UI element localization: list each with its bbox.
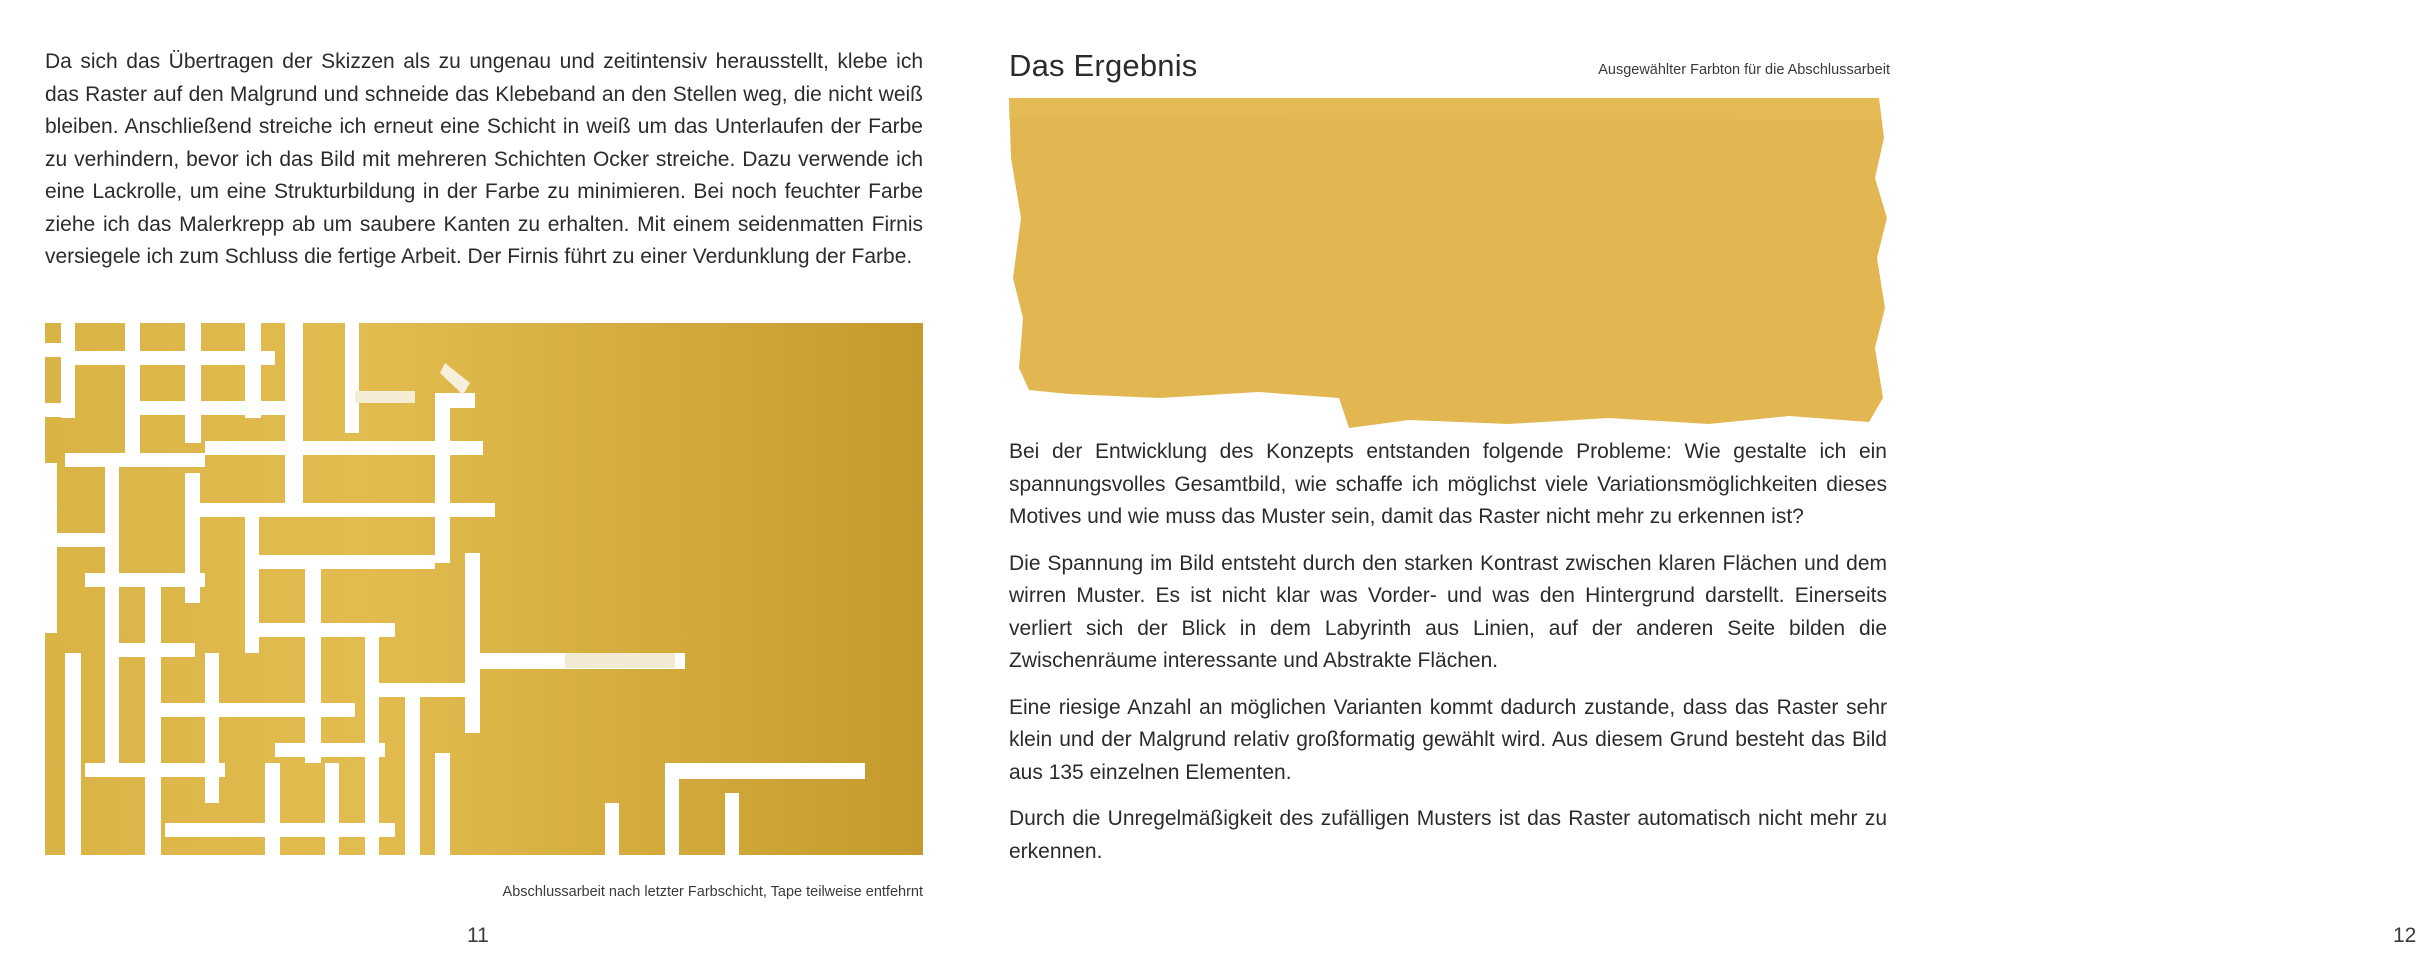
left-body-paragraph: Da sich das Übertragen der Skizzen als zu ungenau und zeitintensiv herausstellt, klebe ich das Raster auf den Malgrund und schneide das Klebeband an den Stellen weg, die nicht weiß bleiben. Anschließend streiche ich erneut eine Schicht in weiß um das Unterlaufen der Farbe zu verhindern, bevor ich das Bild mit mehreren Schichten Ocker streiche. Dazu verwende ich eine Lackrolle, um eine Strukturbildung in der Farbe zu minimieren. Bei noch feuchter Farbe ziehe ich das Malerkrepp ab um saubere Kanten zu erhalten. Mit einem seidenmatten Firnis versiegele ich zum Schluss die fertige Arbeit. Der Firnis führt zu einer Verdunklung der Farbe. xyxy=(45,50,923,268)
paragraph-1: Bei der Entwicklung des Konzepts entstanden folgende Probleme: Wie gestalte ich ein spannungsvolles Gesamtbild, wie schaffe ich möglichst viele Variationsmöglichkeiten dieses Motives und wie muss das Muster sein, damit das Raster nicht mehr zu erkennen ist? xyxy=(1009,440,1887,528)
page-number-right: 12 xyxy=(2393,924,2416,947)
color-swatch xyxy=(1009,98,1889,434)
paragraph-4: Durch die Unregelmäßigkeit des zufälligen Musters ist das Raster automatisch nicht mehr zu erkennen. xyxy=(1009,807,1887,863)
photo-caption: Abschlussarbeit nach letzter Farbschicht, Tape teilweise entfehrnt xyxy=(502,884,923,900)
left-page xyxy=(0,0,960,961)
right-page xyxy=(960,0,2416,961)
page-title: Das Ergebnis xyxy=(1009,48,1198,83)
right-body xyxy=(1009,436,1887,882)
paragraph-2: Die Spannung im Bild entsteht durch den starken Kontrast zwischen klaren Flächen und dem wirren Muster. Es ist nicht klar was Vorder- und was den Hintergrund darstellt. Einerseits verliert sich der Blick in dem Labyrinth aus Linien, auf der anderen Seite bilden die Zwischenräume interessante und Abstrakte Flächen. xyxy=(1009,551,1887,672)
maze-artwork-photo xyxy=(45,323,923,855)
swatch-paint xyxy=(1009,98,1887,428)
paragraph-3: Eine riesige Anzahl an möglichen Varianten kommt dadurch zustande, dass das Raster sehr klein und der Malgrund relativ großformatig gewählt wird. Aus diesem Grund besteht das Bild aus 135 einzelnen Elementen. xyxy=(1009,695,1887,784)
swatch-caption: Ausgewählter Farbton für die Abschlussarbeit xyxy=(1598,62,1890,78)
page-number-left: 11 xyxy=(467,924,489,947)
